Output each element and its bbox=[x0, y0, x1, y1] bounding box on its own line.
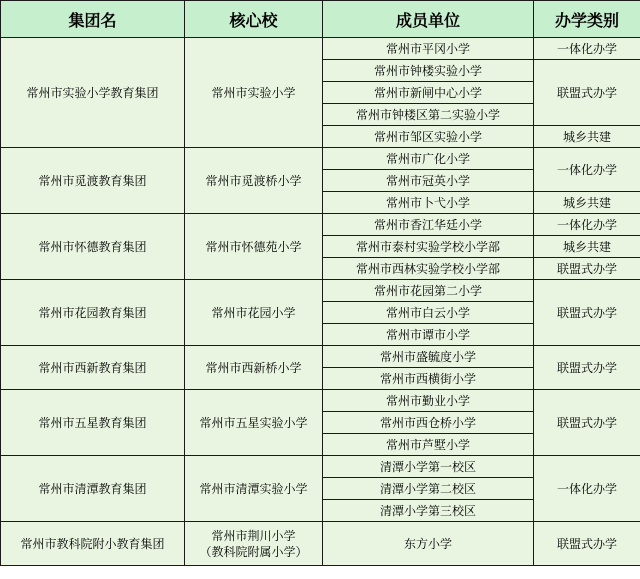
group-name-cell: 常州市西新教育集团 bbox=[1, 346, 185, 390]
member-unit-cell: 清潭小学第一校区 bbox=[323, 456, 534, 478]
member-unit-cell: 常州市勤业小学 bbox=[323, 390, 534, 412]
category-cell: 联盟式办学 bbox=[534, 280, 640, 346]
core-school-line: 常州市清潭实验小学 bbox=[199, 482, 308, 496]
header-group-name: 集团名 bbox=[1, 1, 185, 38]
category-cell: 联盟式办学 bbox=[534, 258, 640, 280]
core-school-cell bbox=[185, 38, 323, 148]
table-row bbox=[1, 38, 640, 60]
table-row bbox=[1, 346, 640, 368]
member-unit-cell: 常州市白云小学 bbox=[323, 302, 534, 324]
category-cell: 一体化办学 bbox=[534, 38, 640, 60]
core-school-cell bbox=[185, 148, 323, 214]
member-unit-cell: 常州市新闸中心小学 bbox=[323, 82, 534, 104]
header-category: 办学类别 bbox=[534, 1, 640, 38]
group-name-cell: 常州市花园教育集团 bbox=[1, 280, 185, 346]
core-school-line: 常州市西新桥小学 bbox=[205, 361, 302, 375]
category-cell: 城乡共建 bbox=[534, 236, 640, 258]
core-school-line: （教科院附属小学） bbox=[199, 544, 308, 559]
table-row bbox=[1, 214, 640, 236]
core-school-line: 常州市觅渡桥小学 bbox=[205, 174, 302, 188]
core-school-cell bbox=[185, 346, 323, 390]
table-body bbox=[1, 38, 640, 566]
member-unit-cell: 常州市广化小学 bbox=[323, 148, 534, 170]
header-member-unit: 成员单位 bbox=[323, 1, 534, 38]
core-school-cell bbox=[185, 280, 323, 346]
category-cell: 城乡共建 bbox=[534, 192, 640, 214]
core-school-line: 常州市花园小学 bbox=[211, 306, 296, 320]
core-school-line: 常州市实验小学 bbox=[211, 86, 296, 100]
table-row bbox=[1, 280, 640, 302]
member-unit-cell: 常州市泰村实验学校小学部 bbox=[323, 236, 534, 258]
member-unit-cell: 东方小学 bbox=[323, 522, 534, 566]
member-unit-cell: 清潭小学第三校区 bbox=[323, 500, 534, 522]
core-school-cell bbox=[185, 456, 323, 522]
member-unit-cell: 常州市芦墅小学 bbox=[323, 434, 534, 456]
member-unit-cell: 常州市西横街小学 bbox=[323, 368, 534, 390]
category-cell: 联盟式办学 bbox=[534, 522, 640, 566]
member-unit-cell: 常州市邹区实验小学 bbox=[323, 126, 534, 148]
group-name-cell: 常州市实验小学教育集团 bbox=[1, 38, 185, 148]
table-row bbox=[1, 148, 640, 170]
header-core-school: 核心校 bbox=[185, 1, 323, 38]
core-school-line: 常州市怀德苑小学 bbox=[205, 240, 302, 254]
member-unit-cell: 常州市平冈小学 bbox=[323, 38, 534, 60]
category-cell: 联盟式办学 bbox=[534, 346, 640, 390]
group-name-cell: 常州市怀德教育集团 bbox=[1, 214, 185, 280]
member-unit-cell: 常州市谭市小学 bbox=[323, 324, 534, 346]
core-school-cell bbox=[185, 522, 323, 566]
group-name-cell: 常州市清潭教育集团 bbox=[1, 456, 185, 522]
member-unit-cell: 常州市香江华廷小学 bbox=[323, 214, 534, 236]
member-unit-cell: 常州市卜弋小学 bbox=[323, 192, 534, 214]
category-cell: 一体化办学 bbox=[534, 214, 640, 236]
core-school-line: 常州市荆川小学 bbox=[211, 528, 296, 543]
category-cell: 城乡共建 bbox=[534, 126, 640, 148]
category-cell: 一体化办学 bbox=[534, 456, 640, 522]
group-name-cell: 常州市觅渡教育集团 bbox=[1, 148, 185, 214]
member-unit-cell: 常州市西仓桥小学 bbox=[323, 412, 534, 434]
group-name-cell: 常州市教科院附小教育集团 bbox=[1, 522, 185, 566]
member-unit-cell: 常州市冠英小学 bbox=[323, 170, 534, 192]
category-cell: 联盟式办学 bbox=[534, 390, 640, 456]
member-unit-cell: 常州市钟楼实验小学 bbox=[323, 60, 534, 82]
core-school-cell bbox=[185, 214, 323, 280]
header-row bbox=[1, 1, 640, 38]
member-unit-cell: 常州市钟楼区第二实验小学 bbox=[323, 104, 534, 126]
group-name-cell: 常州市五星教育集团 bbox=[1, 390, 185, 456]
category-cell: 一体化办学 bbox=[534, 148, 640, 192]
member-unit-cell: 常州市西林实验学校小学部 bbox=[323, 258, 534, 280]
core-school-line: 常州市五星实验小学 bbox=[199, 416, 308, 430]
table-row bbox=[1, 522, 640, 566]
table-row bbox=[1, 390, 640, 412]
member-unit-cell: 常州市盛毓度小学 bbox=[323, 346, 534, 368]
table-row bbox=[1, 456, 640, 478]
member-unit-cell: 清潭小学第二校区 bbox=[323, 478, 534, 500]
core-school-cell bbox=[185, 390, 323, 456]
member-unit-cell: 常州市花园第二小学 bbox=[323, 280, 534, 302]
category-cell: 联盟式办学 bbox=[534, 60, 640, 126]
